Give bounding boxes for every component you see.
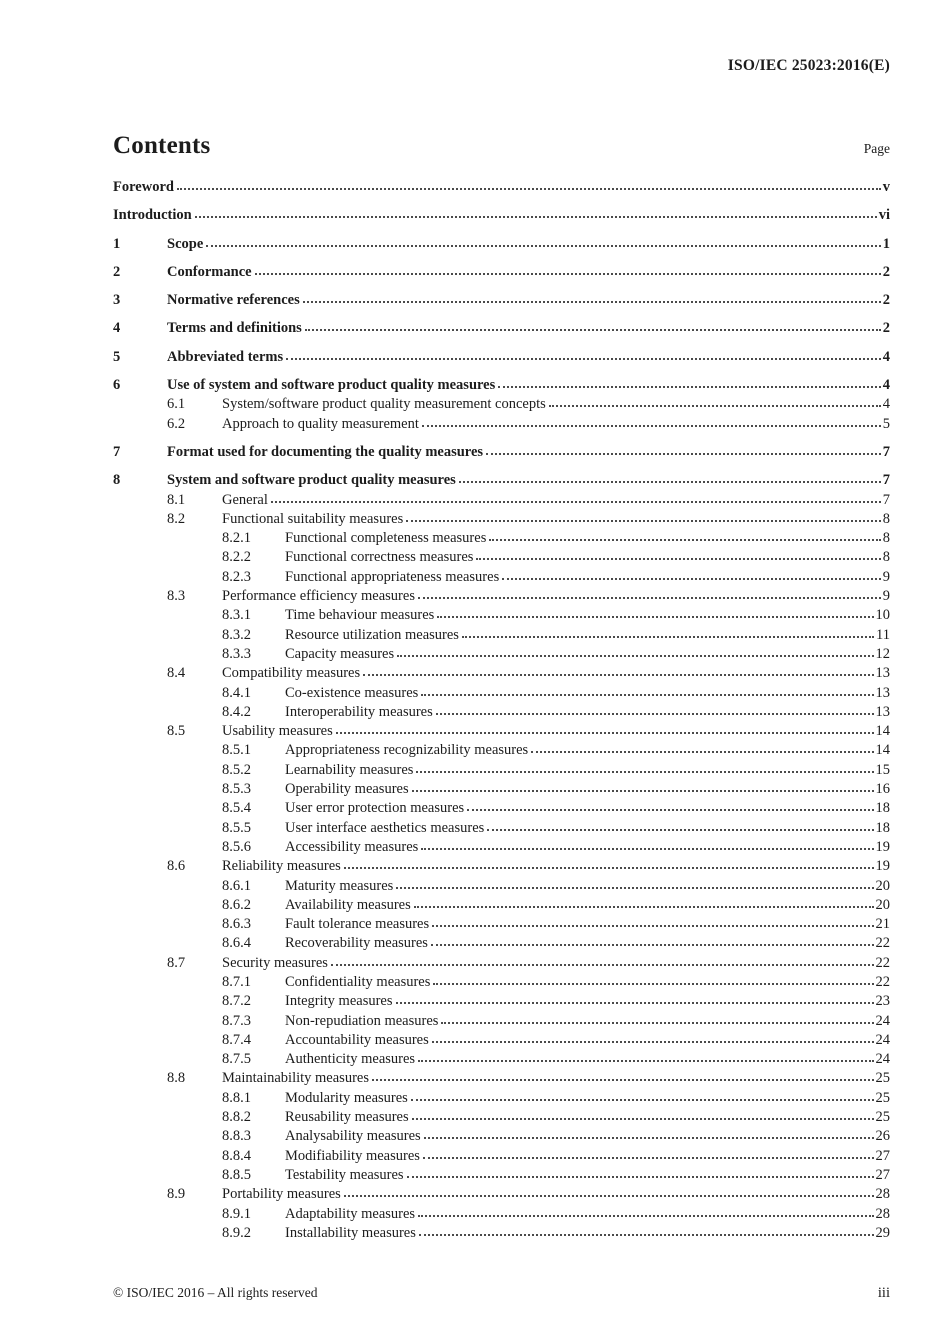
- toc-entry[interactable]: [113, 510, 890, 529]
- toc-dot-leader: [407, 1176, 874, 1178]
- toc-entry-label: Time behaviour measures: [285, 607, 435, 624]
- toc-dot-leader: [406, 520, 881, 522]
- toc-dot-leader: [486, 453, 881, 455]
- toc-entry-label: Maturity measures: [285, 877, 394, 894]
- toc-entry-number: 8.7.1: [222, 973, 251, 990]
- toc-entry-label: Analysability measures: [285, 1128, 421, 1145]
- toc-entry-number: 8.6.2: [222, 896, 251, 913]
- toc-entry-label: Functional suitability measures: [222, 510, 404, 527]
- toc-entry-page: 24: [875, 1031, 890, 1048]
- folio-page-number: iii: [877, 1285, 890, 1301]
- toc-entry-label: Conformance: [167, 263, 252, 280]
- toc-entry-page: 28: [875, 1205, 890, 1222]
- toc-entry-number: 8.1: [167, 491, 186, 508]
- toc-entry-page: 2: [882, 292, 890, 309]
- toc-entry[interactable]: [113, 780, 890, 799]
- toc-entry-number: 8.4.2: [222, 703, 251, 720]
- toc-entry-page: 4: [882, 396, 890, 413]
- toc-entry-label: Installability measures: [285, 1224, 416, 1241]
- toc-entry[interactable]: [113, 471, 890, 490]
- toc-entry[interactable]: [113, 915, 890, 934]
- toc-dot-leader: [467, 809, 873, 811]
- toc-entry-page: 25: [875, 1089, 890, 1106]
- toc-entry-page: 18: [875, 819, 890, 836]
- toc-entry-page: 24: [875, 1051, 890, 1068]
- toc-entry[interactable]: [113, 1127, 890, 1146]
- toc-entry-label: General: [222, 491, 268, 508]
- toc-entry-page: 2: [882, 263, 890, 280]
- toc-entry-label: Accessibility measures: [285, 838, 419, 855]
- toc-entry-label: Reusability measures: [285, 1109, 409, 1126]
- toc-dot-leader: [416, 771, 873, 773]
- toc-entry-page: v: [882, 179, 890, 195]
- toc-entry-label: Compatibility measures: [222, 665, 361, 682]
- toc-entry[interactable]: [113, 395, 890, 414]
- toc-entry-label: Performance efficiency measures: [222, 588, 415, 605]
- toc-dot-leader: [195, 216, 877, 218]
- toc-entry-label: Operability measures: [285, 781, 409, 798]
- toc-dot-leader: [423, 1157, 874, 1159]
- toc-entry-label: Adaptability measures: [285, 1205, 416, 1222]
- toc-dot-leader: [433, 983, 873, 985]
- toc-entry-label: Appropriateness recognizability measures: [285, 742, 529, 759]
- toc-entry-number: 8.3.3: [222, 645, 251, 662]
- toc-entry[interactable]: [113, 1108, 890, 1127]
- toc-entry[interactable]: [113, 1031, 890, 1050]
- toc-entry-number: 1: [113, 235, 121, 252]
- toc-dot-leader: [206, 245, 881, 247]
- toc-entry-label: Authenticity measures: [285, 1051, 416, 1068]
- toc-entry-number: 8.6.1: [222, 877, 251, 894]
- toc-entry-number: 8.3.1: [222, 607, 251, 624]
- toc-entry-number: 8.7.4: [222, 1031, 251, 1048]
- toc-entry-page: 22: [875, 973, 890, 990]
- toc-entry[interactable]: [113, 529, 890, 548]
- toc-entry[interactable]: [113, 1147, 890, 1166]
- toc-entry-page: 1: [882, 235, 890, 252]
- toc-dot-leader: [489, 539, 880, 541]
- page-column-label: Page: [863, 141, 890, 156]
- toc-entry[interactable]: [113, 626, 890, 645]
- toc-dot-leader: [255, 273, 881, 275]
- toc-entry[interactable]: [113, 178, 890, 197]
- toc-dot-leader: [432, 1041, 874, 1043]
- toc-entry-number: 8.7.3: [222, 1012, 251, 1029]
- toc-entry[interactable]: [113, 491, 890, 510]
- toc-entry-label: Integrity measures: [285, 993, 393, 1010]
- toc-entry[interactable]: [113, 319, 890, 338]
- toc-dot-leader: [421, 848, 873, 850]
- toc-entry-number: 8.3: [167, 588, 186, 605]
- toc-entry-label: Reliability measures: [222, 858, 341, 875]
- toc-entry[interactable]: [113, 1166, 890, 1185]
- toc-entry[interactable]: [113, 206, 890, 225]
- toc-entry-number: 8: [113, 472, 121, 489]
- toc-entry-label: Normative references: [167, 292, 300, 309]
- toc-entry[interactable]: [113, 896, 890, 915]
- toc-dot-leader: [344, 867, 874, 869]
- toc-entry-number: 8.5.3: [222, 781, 251, 798]
- toc-entry-label: Format used for documenting the quality measures: [167, 443, 484, 460]
- toc-entry-label: Availability measures: [285, 896, 411, 913]
- toc-entry[interactable]: [113, 799, 890, 818]
- toc-entry-label: Recoverability measures: [285, 935, 428, 952]
- toc-entry-label: Testability measures: [285, 1166, 404, 1183]
- toc-dot-leader: [549, 405, 881, 407]
- toc-entry[interactable]: [113, 548, 890, 567]
- toc-entry[interactable]: [113, 1185, 890, 1204]
- toc-entry-number: 8.8.3: [222, 1128, 251, 1145]
- toc-entry-page: 14: [875, 723, 890, 740]
- toc-entry-page: 7: [882, 443, 890, 460]
- toc-entry-label: Use of system and software product quality measures: [167, 377, 496, 394]
- toc-entry[interactable]: [113, 954, 890, 973]
- toc-entry-label: Introduction: [113, 207, 192, 224]
- toc-entry-label: Usability measures: [222, 723, 333, 740]
- toc-entry-label: Non-repudiation measures: [285, 1012, 439, 1029]
- toc-entry-page: 28: [875, 1186, 890, 1203]
- toc-entry[interactable]: [113, 291, 890, 310]
- toc-entry-label: Fault tolerance measures: [285, 916, 430, 933]
- toc-entry-label: Resource utilization measures: [285, 626, 459, 643]
- toc-dot-leader: [437, 616, 873, 618]
- toc-entry[interactable]: [113, 992, 890, 1011]
- toc-entry-number: 8.2.1: [222, 530, 251, 547]
- toc-dot-leader: [502, 578, 881, 580]
- toc-dot-leader: [459, 481, 881, 483]
- toc-dot-leader: [303, 301, 881, 303]
- toc-entry[interactable]: [113, 348, 890, 367]
- toc-entry-label: Approach to quality measurement: [222, 415, 419, 432]
- toc-entry-page: 27: [875, 1166, 890, 1183]
- toc-entry-label: Abbreviated terms: [167, 348, 284, 365]
- toc-entry-label: Foreword: [113, 179, 174, 195]
- toc-entry-number: 8.7.2: [222, 993, 251, 1010]
- toc-section: [113, 132, 890, 1243]
- toc-dot-leader: [418, 597, 881, 599]
- toc-entry[interactable]: [113, 1069, 890, 1088]
- toc-dot-leader: [431, 944, 874, 946]
- toc-entry-page: 4: [882, 348, 890, 365]
- toc-entry-label: User error protection measures: [285, 800, 465, 817]
- toc-dot-leader: [344, 1195, 874, 1197]
- toc-entry-number: 2: [113, 263, 121, 280]
- toc-dot-leader: [432, 925, 873, 927]
- toc-entry-number: 8.4.1: [222, 684, 251, 701]
- toc-entry[interactable]: [113, 722, 890, 741]
- toc-dot-leader: [422, 425, 881, 427]
- toc-entry-page: 22: [875, 935, 890, 952]
- toc-entry[interactable]: [113, 263, 890, 282]
- toc-entry[interactable]: [113, 973, 890, 992]
- toc-dot-leader: [177, 188, 881, 190]
- toc-entry-page: 19: [875, 858, 890, 875]
- toc-entry-number: 8.6.4: [222, 935, 251, 952]
- toc-dot-leader: [396, 887, 873, 889]
- toc-entry-page: 15: [875, 761, 890, 778]
- toc-entry-label: Maintainability measures: [222, 1070, 369, 1087]
- toc-entry-page: 14: [875, 742, 890, 759]
- toc-entry-label: System and software product quality measures: [167, 472, 456, 489]
- toc-entry[interactable]: [113, 838, 890, 857]
- toc-entry[interactable]: [113, 819, 890, 838]
- toc-entry-number: 8.9: [167, 1186, 186, 1203]
- toc-dot-leader: [397, 655, 873, 657]
- toc-entry-label: Scope: [167, 235, 204, 252]
- toc-entry-page: 21: [875, 916, 890, 933]
- toc-entry-label: Confidentiality measures: [285, 973, 431, 990]
- toc-entry-page: 9: [882, 568, 890, 585]
- toc-title-row: [113, 132, 890, 160]
- toc-entry[interactable]: [113, 1012, 890, 1031]
- toc-entry-number: 8.3.2: [222, 626, 251, 643]
- toc-entry-page: 18: [875, 800, 890, 817]
- toc-dot-leader: [476, 558, 880, 560]
- toc-dot-leader: [412, 790, 874, 792]
- toc-entry[interactable]: [113, 443, 890, 462]
- toc-dot-leader: [271, 501, 881, 503]
- contents-title: Contents: [113, 132, 211, 159]
- toc-entry-page: 24: [875, 1012, 890, 1029]
- toc-entry-number: 8.5: [167, 723, 186, 740]
- toc-entry[interactable]: [113, 415, 890, 434]
- document-reference: ISO/IEC 25023:2016(E): [727, 57, 890, 74]
- toc-dot-leader: [336, 732, 874, 734]
- toc-entry-page: 2: [882, 320, 890, 337]
- toc-entry-number: 8.7: [167, 954, 186, 971]
- toc-entry-number: 8.8.4: [222, 1147, 251, 1164]
- toc-entry-label: Modularity measures: [285, 1089, 408, 1106]
- toc-dot-leader: [372, 1079, 874, 1081]
- toc-entry[interactable]: [113, 1089, 890, 1108]
- toc-entry-label: Security measures: [222, 954, 328, 971]
- toc-entry-label: Portability measures: [222, 1186, 341, 1203]
- toc-dot-leader: [498, 386, 880, 388]
- toc-entry[interactable]: [113, 1050, 890, 1069]
- toc-entry-number: 8.9.2: [222, 1224, 251, 1241]
- toc-entry-page: 22: [875, 954, 890, 971]
- toc-entry-page: 20: [875, 877, 890, 894]
- page-footer: [113, 1285, 890, 1302]
- toc-dot-leader: [418, 1060, 873, 1062]
- toc-dot-leader: [331, 964, 874, 966]
- toc-entry-page: 12: [875, 645, 890, 662]
- toc-entry-number: 7: [113, 443, 121, 460]
- toc-dot-leader: [414, 906, 874, 908]
- toc-dot-leader: [396, 1002, 874, 1004]
- toc-entry-page: 9: [882, 588, 890, 605]
- toc-dot-leader: [412, 1118, 874, 1120]
- toc-entry[interactable]: [113, 877, 890, 896]
- toc-entry-label: Functional correctness measures: [285, 549, 474, 566]
- toc-entry-page: 10: [875, 607, 890, 624]
- toc-entry[interactable]: [113, 857, 890, 876]
- toc-entry[interactable]: [113, 741, 890, 760]
- toc-entry-label: Functional appropriateness measures: [285, 568, 500, 585]
- toc-entry-page: 7: [882, 491, 890, 508]
- toc-entry-number: 6.2: [167, 415, 186, 432]
- toc-entry-number: 6.1: [167, 396, 186, 413]
- toc-entry-label: Functional completeness measures: [285, 530, 487, 547]
- toc-entry-number: 8.2.2: [222, 549, 251, 566]
- toc-entry-page: 27: [875, 1147, 890, 1164]
- toc-entry-page: 13: [875, 665, 890, 682]
- toc-entry-page: 8: [882, 510, 890, 527]
- toc-entry-page: 8: [882, 549, 890, 566]
- toc-dot-leader: [462, 636, 874, 638]
- toc-entry-label: Accountability measures: [285, 1031, 429, 1048]
- toc-entry-page: 5: [882, 415, 890, 432]
- toc-entry[interactable]: [113, 587, 890, 606]
- toc-entry[interactable]: [113, 568, 890, 587]
- toc-dot-leader: [436, 713, 874, 715]
- toc-dot-leader: [363, 674, 873, 676]
- toc-entry-label: Co-existence measures: [285, 684, 419, 701]
- toc-entry[interactable]: [113, 761, 890, 780]
- toc-entry-label: Terms and definitions: [167, 320, 302, 337]
- toc-entry-page: vi: [878, 207, 890, 224]
- toc-dot-leader: [286, 358, 881, 360]
- toc-dot-leader: [305, 329, 881, 331]
- toc-dot-leader: [419, 1234, 874, 1236]
- toc-entry[interactable]: [113, 235, 890, 254]
- toc-entry-number: 8.8.2: [222, 1109, 251, 1126]
- toc-entry-page: 13: [875, 684, 890, 701]
- toc-entry-label: System/software product quality measurement concepts: [222, 396, 546, 413]
- toc-entry-number: 4: [113, 320, 121, 337]
- toc-entry-page: 16: [875, 781, 890, 798]
- toc-entry-label: User interface aesthetics measures: [285, 819, 485, 836]
- toc-entry-number: 8.5.4: [222, 800, 251, 817]
- toc-entry[interactable]: [113, 684, 890, 703]
- toc-entry-page: 11: [876, 626, 890, 643]
- toc-entry-page: 7: [882, 472, 890, 489]
- toc-entry-number: 8.8.5: [222, 1166, 251, 1183]
- toc-entry-number: 8.4: [167, 665, 186, 682]
- toc-entry-number: 8.8.1: [222, 1089, 251, 1106]
- toc-entry-label: Capacity measures: [285, 645, 395, 662]
- toc-dot-leader: [411, 1099, 874, 1101]
- toc-dot-leader: [441, 1022, 873, 1024]
- toc-entry-page: 25: [875, 1109, 890, 1126]
- toc-dot-leader: [531, 751, 873, 753]
- toc-entry-page: 26: [875, 1128, 890, 1145]
- toc-entry-page: 4: [882, 377, 890, 394]
- copyright-notice: © ISO/IEC 2016 – All rights reserved: [113, 1285, 318, 1300]
- toc-entry-number: 6: [113, 377, 121, 394]
- toc-entry[interactable]: [113, 664, 890, 683]
- toc-entry-number: 8.8: [167, 1070, 186, 1087]
- toc-entry-number: 8.9.1: [222, 1205, 251, 1222]
- toc-entry-number: 8.5.6: [222, 838, 251, 855]
- toc-entry-label: Learnability measures: [285, 761, 414, 778]
- toc-dot-leader: [424, 1137, 874, 1139]
- toc-entry[interactable]: [113, 376, 890, 395]
- toc-entry-label: Interoperability measures: [285, 703, 433, 720]
- toc-entry[interactable]: [113, 1224, 890, 1243]
- toc-entry[interactable]: [113, 606, 890, 625]
- toc-entry-number: 5: [113, 348, 121, 365]
- toc-entry-page: 25: [875, 1070, 890, 1087]
- toc-entry-label: Modifiability measures: [285, 1147, 420, 1164]
- toc-entry-page: 19: [875, 838, 890, 855]
- toc-entry-number: 8.5.1: [222, 742, 251, 759]
- toc-entry-page: 13: [875, 703, 890, 720]
- toc-entry-page: 20: [875, 896, 890, 913]
- toc-entry-page: 23: [875, 993, 890, 1010]
- toc-list: [113, 178, 890, 1243]
- toc-entry-number: 8.2: [167, 510, 186, 527]
- toc-entry[interactable]: [113, 645, 890, 664]
- toc-entry-page: 8: [882, 530, 890, 547]
- toc-entry-number: 8.6.3: [222, 916, 251, 933]
- toc-entry-page: 29: [875, 1224, 890, 1241]
- toc-dot-leader: [421, 694, 873, 696]
- toc-entry-number: 8.5.5: [222, 819, 251, 836]
- toc-entry-number: 8.7.5: [222, 1051, 251, 1068]
- toc-entry-number: 3: [113, 292, 121, 309]
- toc-entry-number: 8.5.2: [222, 761, 251, 778]
- toc-entry[interactable]: [113, 934, 890, 953]
- toc-entry[interactable]: [113, 703, 890, 722]
- toc-dot-leader: [418, 1215, 873, 1217]
- toc-dot-leader: [487, 829, 873, 831]
- toc-entry[interactable]: [113, 1205, 890, 1224]
- toc-entry-number: 8.2.3: [222, 568, 251, 585]
- toc-entry-number: 8.6: [167, 858, 186, 875]
